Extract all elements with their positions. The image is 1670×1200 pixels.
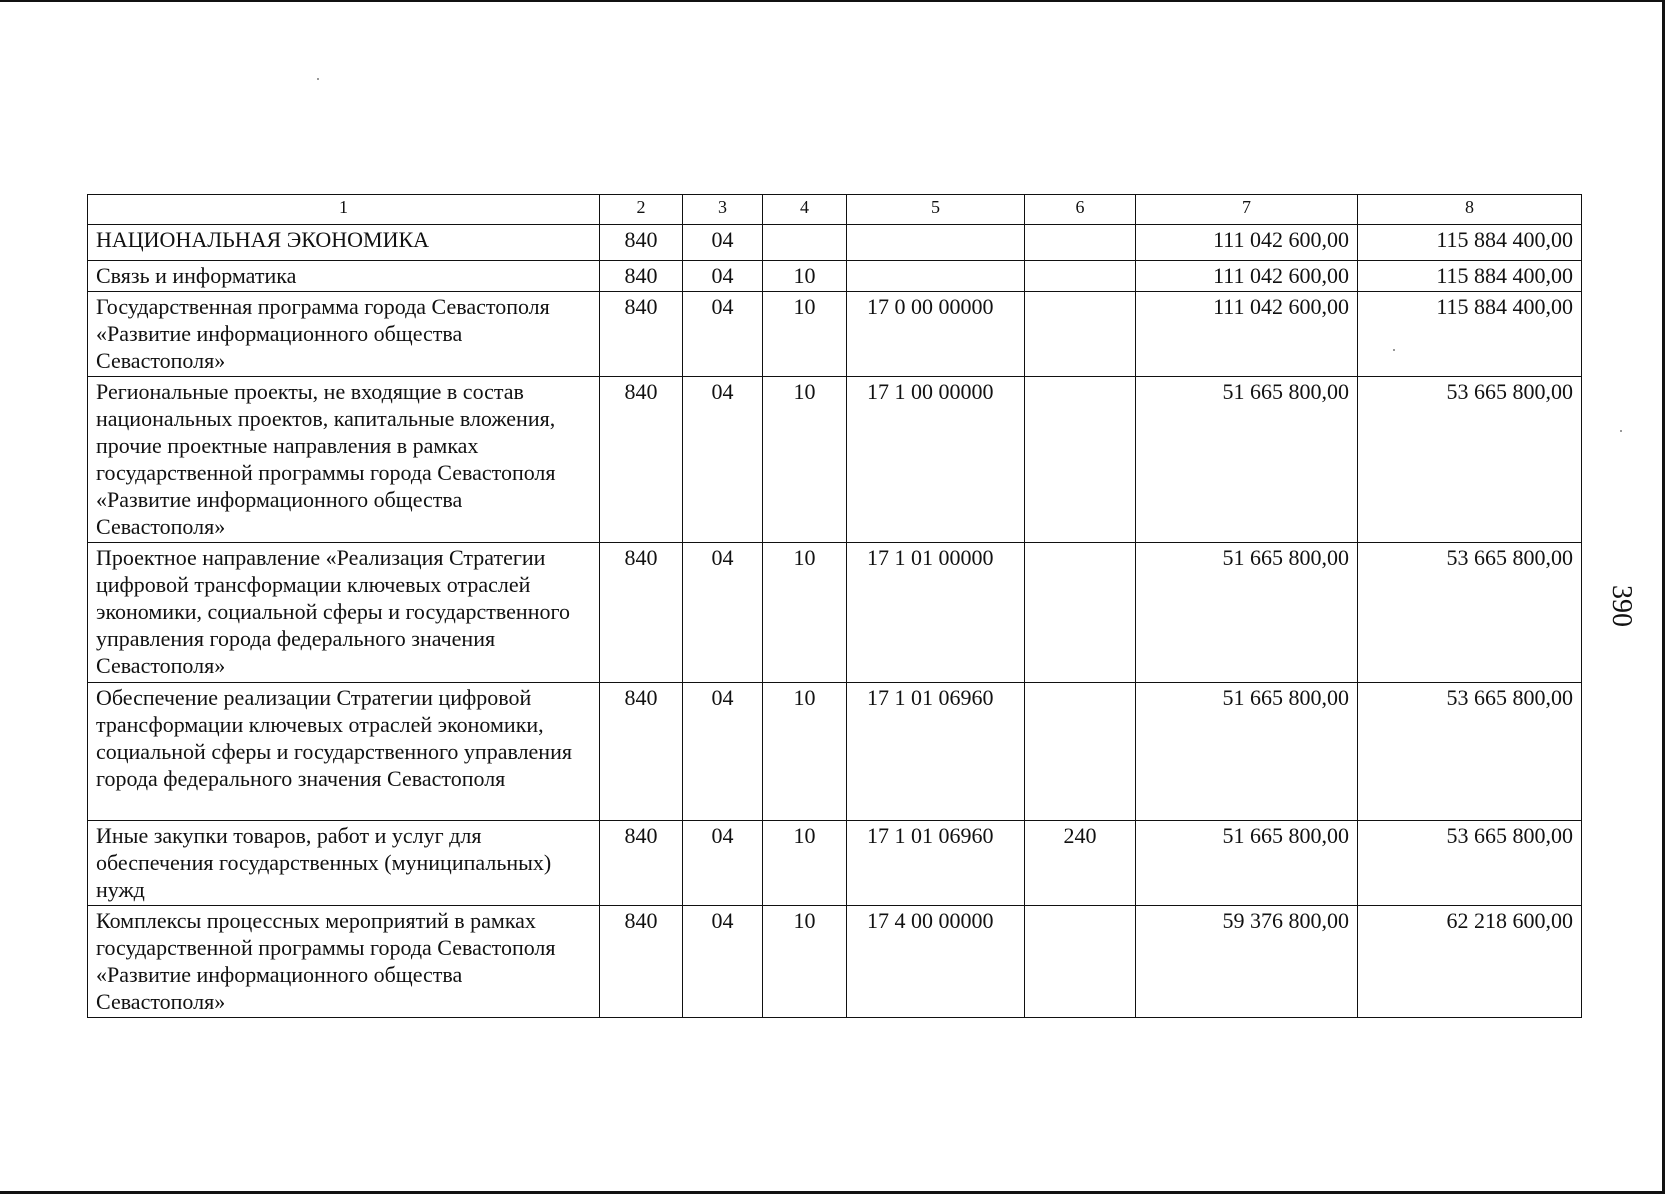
item-name: Региональные проекты, не входящие в состав национальных проектов, капитальные вложения, прочие проектные направления в рамках государственной программы города Севастополя «Развитие информационного общества Севастополя» xyxy=(88,377,600,543)
cell-col8: 115 884 400,00 xyxy=(1358,292,1582,377)
item-name: Государственная программа города Севастополя «Развитие информационного общества Севастополя» xyxy=(88,292,600,377)
cell-col2: 840 xyxy=(600,683,683,821)
budget-table xyxy=(87,194,1582,1018)
cell-col2: 840 xyxy=(600,261,683,292)
cell-col7: 111 042 600,00 xyxy=(1136,225,1358,261)
cell-col4: 10 xyxy=(763,906,847,1018)
cell-col4 xyxy=(763,225,847,261)
table-row xyxy=(88,543,1582,683)
cell-col4: 10 xyxy=(763,377,847,543)
cell-col6 xyxy=(1025,261,1136,292)
cell-col2: 840 xyxy=(600,377,683,543)
cell-col7: 59 376 800,00 xyxy=(1136,906,1358,1018)
header-cell: 2 xyxy=(600,195,683,225)
header-cell: 6 xyxy=(1025,195,1136,225)
page-number: 390 xyxy=(1606,585,1637,627)
table-header-row xyxy=(88,195,1582,225)
table-row xyxy=(88,683,1582,821)
cell-col8: 53 665 800,00 xyxy=(1358,377,1582,543)
cell-col6 xyxy=(1025,225,1136,261)
cell-col6 xyxy=(1025,543,1136,683)
header-cell: 7 xyxy=(1136,195,1358,225)
cell-col4: 10 xyxy=(763,543,847,683)
table-row xyxy=(88,261,1582,292)
cell-col8: 115 884 400,00 xyxy=(1358,261,1582,292)
cell-col6 xyxy=(1025,292,1136,377)
cell-col7: 51 665 800,00 xyxy=(1136,683,1358,821)
cell-col7: 111 042 600,00 xyxy=(1136,261,1358,292)
item-name: Комплексы процессных мероприятий в рамках государственной программы города Севастополя «Развитие информационного общества Севастополя» xyxy=(88,906,600,1018)
header-cell: 4 xyxy=(763,195,847,225)
cell-col6 xyxy=(1025,906,1136,1018)
cell-col3: 04 xyxy=(683,225,763,261)
cell-col8: 62 218 600,00 xyxy=(1358,906,1582,1018)
item-name: Проектное направление «Реализация Стратегии цифровой трансформации ключевых отраслей экономики, социальной сферы и государственного управления города федерального значения Севастополя» xyxy=(88,543,600,683)
cell-col3: 04 xyxy=(683,377,763,543)
cell-col3: 04 xyxy=(683,906,763,1018)
item-name: Иные закупки товаров, работ и услуг для обеспечения государственных (муниципальных) нужд xyxy=(88,821,600,906)
cell-col7: 51 665 800,00 xyxy=(1136,543,1358,683)
cell-col6 xyxy=(1025,683,1136,821)
table-row xyxy=(88,377,1582,543)
header-cell: 3 xyxy=(683,195,763,225)
cell-col8: 53 665 800,00 xyxy=(1358,543,1582,683)
cell-col5 xyxy=(847,261,1025,292)
table-row xyxy=(88,821,1582,906)
cell-col3: 04 xyxy=(683,821,763,906)
cell-col5: 17 1 00 00000 xyxy=(847,377,1025,543)
cell-col7: 51 665 800,00 xyxy=(1136,377,1358,543)
cell-col5: 17 4 00 00000 xyxy=(847,906,1025,1018)
scan-speck xyxy=(1393,349,1395,351)
cell-col7: 51 665 800,00 xyxy=(1136,821,1358,906)
table-row xyxy=(88,906,1582,1018)
cell-col3: 04 xyxy=(683,292,763,377)
cell-col2: 840 xyxy=(600,225,683,261)
cell-col2: 840 xyxy=(600,292,683,377)
scan-speck xyxy=(1620,430,1622,432)
cell-col8: 53 665 800,00 xyxy=(1358,821,1582,906)
cell-col5: 17 1 01 00000 xyxy=(847,543,1025,683)
header-cell: 1 xyxy=(88,195,600,225)
cell-col2: 840 xyxy=(600,821,683,906)
cell-col4: 10 xyxy=(763,261,847,292)
cell-col5: 17 1 01 06960 xyxy=(847,821,1025,906)
cell-col7: 111 042 600,00 xyxy=(1136,292,1358,377)
cell-col3: 04 xyxy=(683,683,763,821)
cell-col3: 04 xyxy=(683,543,763,683)
cell-col5: 17 0 00 00000 xyxy=(847,292,1025,377)
cell-col6 xyxy=(1025,377,1136,543)
table-row xyxy=(88,225,1582,261)
cell-col4: 10 xyxy=(763,292,847,377)
item-name: Обеспечение реализации Стратегии цифровой трансформации ключевых отраслей экономики, социальной сферы и государственного управления города федерального значения Севастополя xyxy=(88,683,600,821)
table-row xyxy=(88,292,1582,377)
cell-col5: 17 1 01 06960 xyxy=(847,683,1025,821)
scan-speck xyxy=(317,78,319,80)
cell-col6: 240 xyxy=(1025,821,1136,906)
cell-col4: 10 xyxy=(763,683,847,821)
cell-col5 xyxy=(847,225,1025,261)
item-name: Связь и информатика xyxy=(88,261,600,292)
cell-col2: 840 xyxy=(600,543,683,683)
cell-col2: 840 xyxy=(600,906,683,1018)
cell-col4: 10 xyxy=(763,821,847,906)
header-cell: 8 xyxy=(1358,195,1582,225)
item-name: НАЦИОНАЛЬНАЯ ЭКОНОМИКА xyxy=(88,225,600,261)
header-cell: 5 xyxy=(847,195,1025,225)
cell-col8: 115 884 400,00 xyxy=(1358,225,1582,261)
cell-col3: 04 xyxy=(683,261,763,292)
cell-col8: 53 665 800,00 xyxy=(1358,683,1582,821)
